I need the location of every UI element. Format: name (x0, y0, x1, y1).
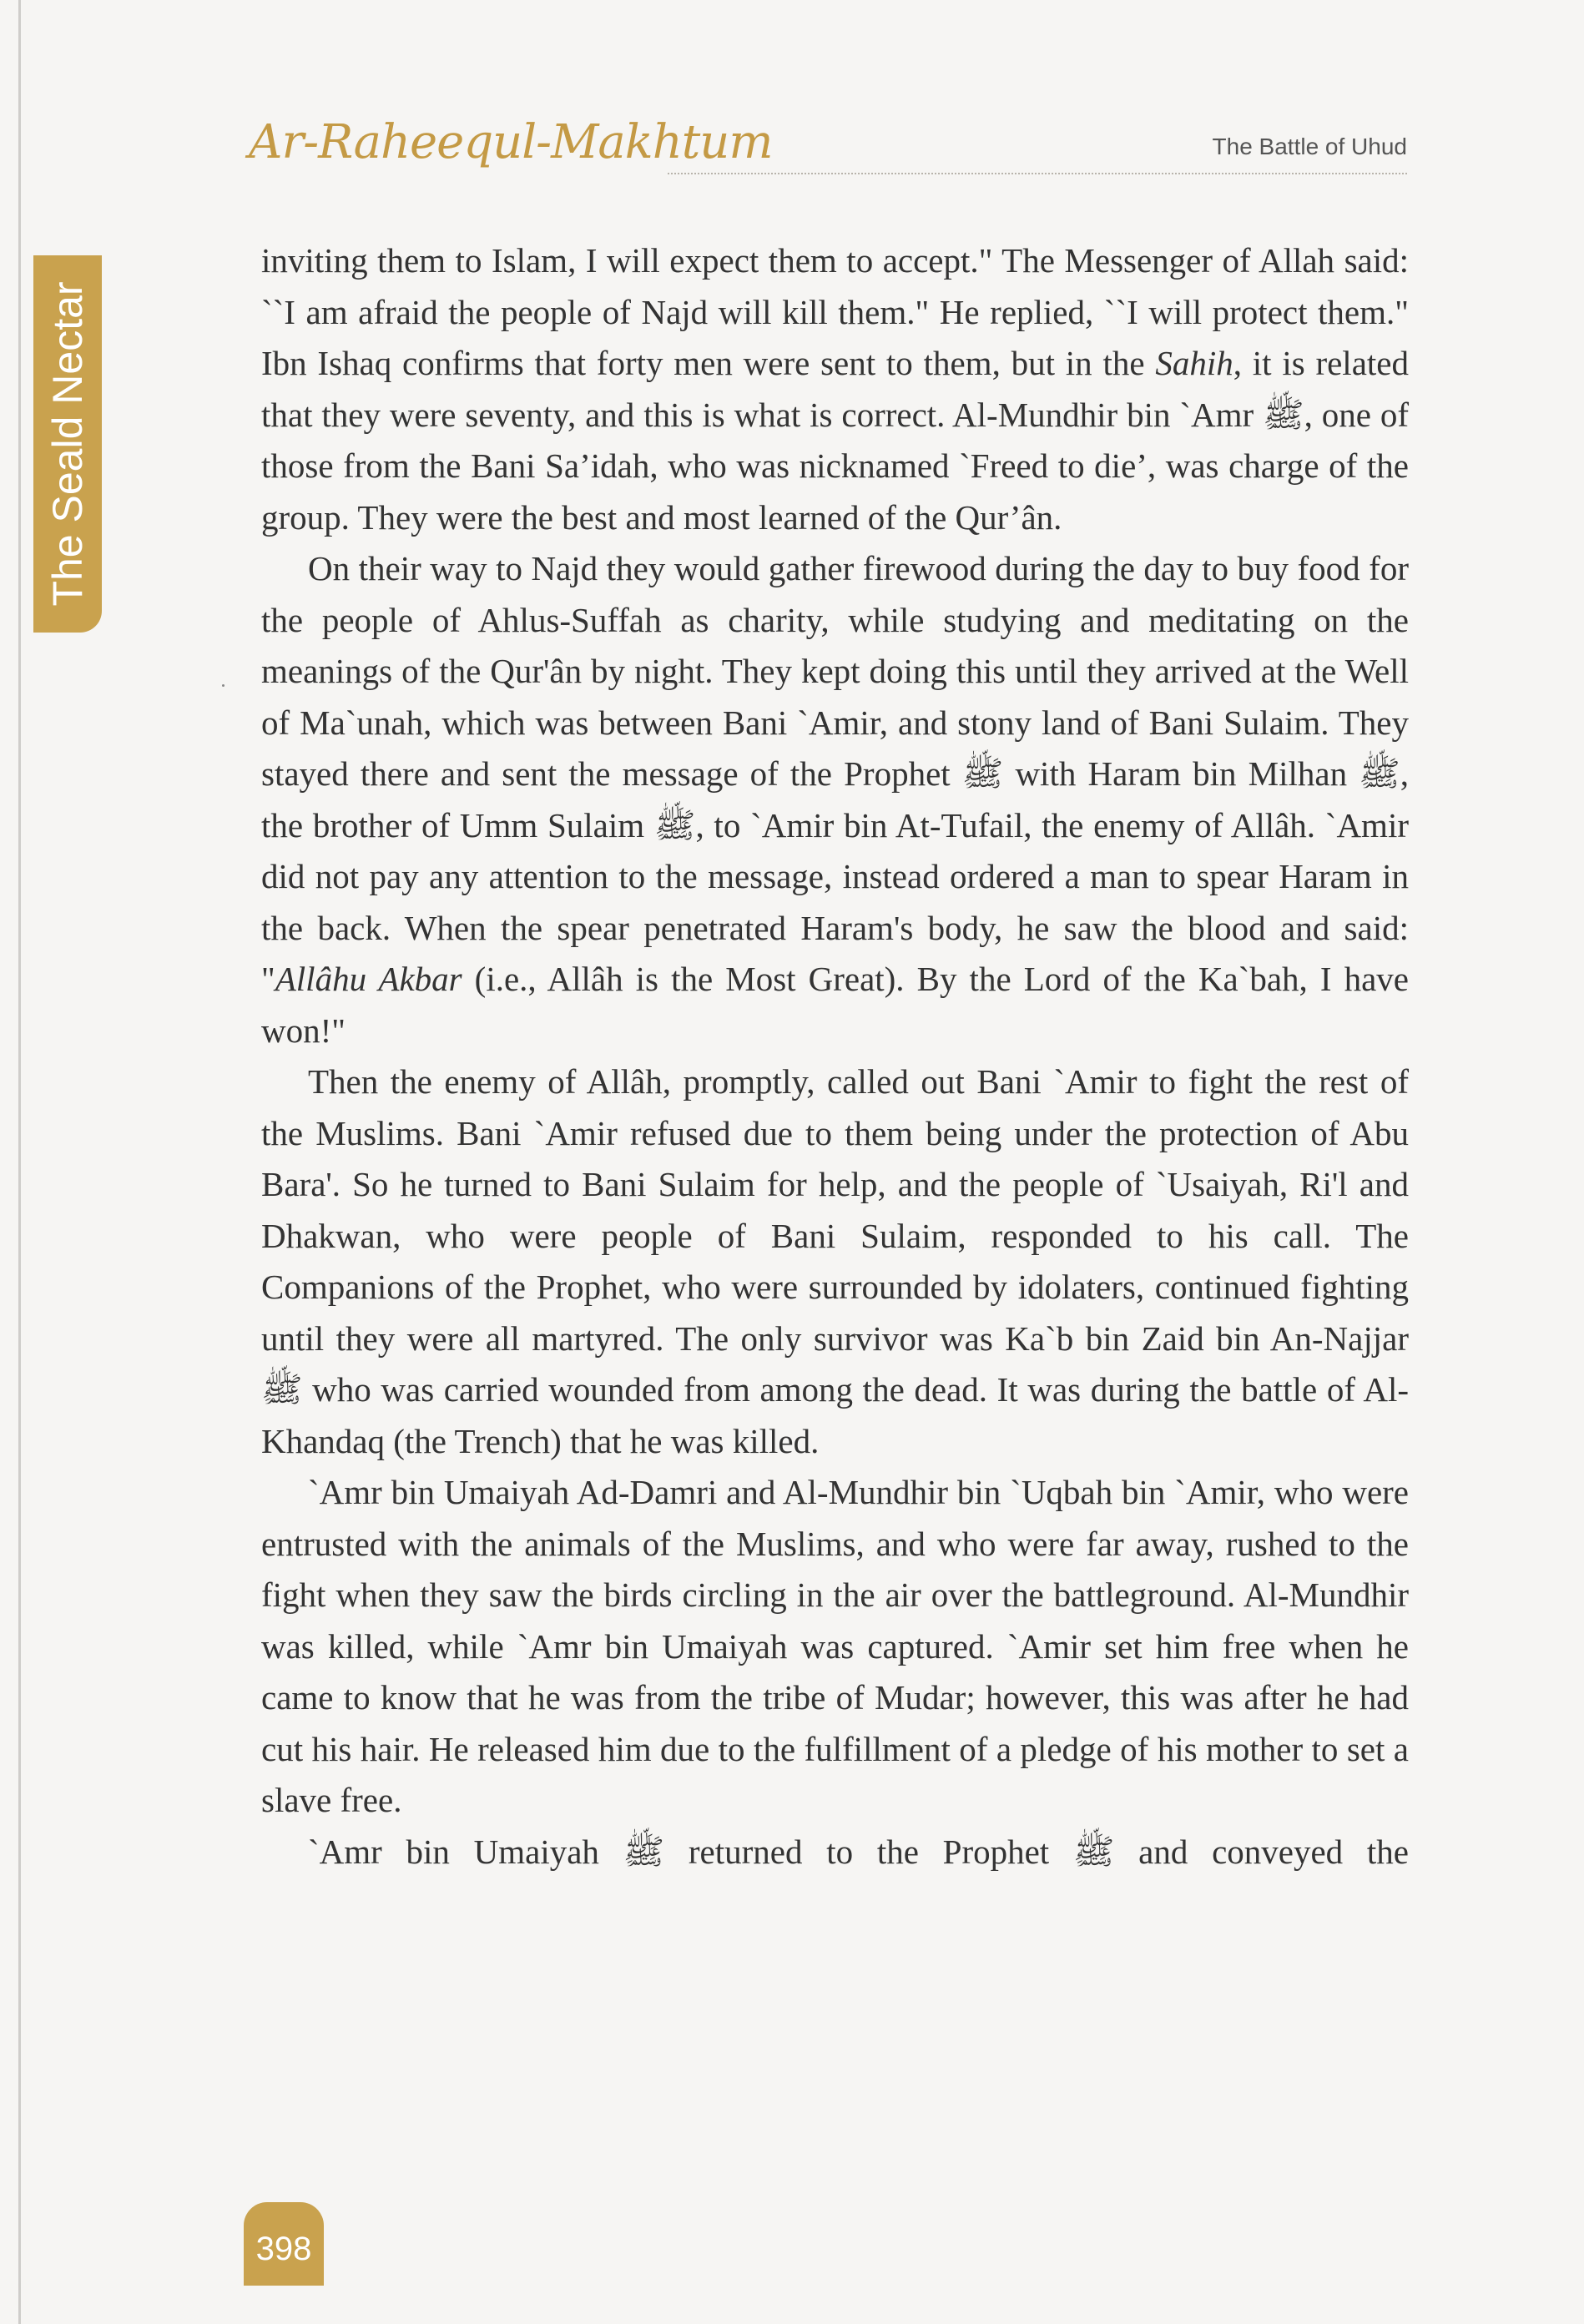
text-run: inviting them to Islam, I will expect them to accept." The Messenger of Allah said: ``I am afraid the people of Najd will kill them." He replied, ``I will protect them." Ibn Ishaq confirms that forty men were sent to them, but in the (261, 241, 1409, 382)
header-divider (668, 173, 1407, 174)
book-title: Ar-Raheequl-Makhtum (249, 115, 773, 169)
side-tab-label: The Seald Nectar (44, 281, 91, 607)
page-edge (18, 0, 21, 2324)
side-tab (33, 255, 102, 633)
paragraph (261, 235, 1409, 543)
text-run: `Amr bin Umaiyah Ad-Damri and Al-Mundhir bin `Uqbah bin `Amir, who were entrusted with the animals of the Muslims, and who were far away, rushed to the fight when they saw the birds circling in the air over the battleground. Al-Mundhir was killed, while `Amr bin Umaiyah was captured. `Amir set him free when he came to know that he was from the tribe of Mudar; however, this was after he had cut his hair. He released him due to the fulfillment of a pledge of his mother to set a slave free. (261, 1473, 1409, 1819)
italic-text: Sahih (1155, 344, 1233, 382)
paragraph (261, 1827, 1409, 1878)
paragraph (261, 1467, 1409, 1827)
paragraph (261, 1056, 1409, 1467)
text-run: `Amr bin Umaiyah ﷺ returned to the Prophet ﷺ and conveyed the (308, 1832, 1409, 1871)
text-run: (i.e., Allâh is the Most Great). By the Lord of the Ka`bah, I have won!" (261, 960, 1409, 1050)
text-run: On their way to Najd they would gather firewood during the day to buy food for the people of Ahlus-Suffah as charity, while studying and meditating on the meanings of the Qur'ân by night. They kept doing this until they arrived at the Well of Ma`unah, which was between Bani `Amir, and stony land of Bani Sulaim. They stayed there and sent the message of the Prophet ﷺ with Haram bin Milhan ﷺ, the brother of Umm Sulaim ﷺ, to `Amir bin At-Tufail, the enemy of Allâh. `Amir did not pay any attention to the message, instead ordered a man to spear Haram in the back. When the spear penetrated Haram's body, he saw the blood and said: " (261, 549, 1409, 998)
italic-text: Allâhu Akbar (275, 960, 462, 998)
page-number: 398 (244, 2202, 324, 2286)
text-run: , it is related that they were seventy, and this is what is correct. Al-Mundhir bin `Amr ﷺ, one of those from the Bani Sa’idah, who was nicknamed `Freed to die’, was charge of the group. They were the best and most learned of the Qur’ân. (261, 344, 1409, 537)
paragraph (261, 543, 1409, 1056)
margin-mark (222, 684, 224, 687)
body-text (261, 235, 1409, 1878)
text-run: Then the enemy of Allâh, promptly, called out Bani `Amir to fight the rest of the Muslims. Bani `Amir refused due to them being under the protection of Abu Bara'. So he turned to Bani Sulaim for help, and the people of `Usaiyah, Ri'l and Dhakwan, who were people of Bani Sulaim, responded to his call. The Companions of the Prophet, who were surrounded by idolaters, continued fighting until they were all martyred. The only survivor was Ka`b bin Zaid bin An-Najjar ﷺ who was carried wounded from among the dead. It was during the battle of Al-Khandaq (the Trench) that he was killed. (261, 1062, 1409, 1460)
chapter-title: The Battle of Uhud (1212, 134, 1407, 159)
